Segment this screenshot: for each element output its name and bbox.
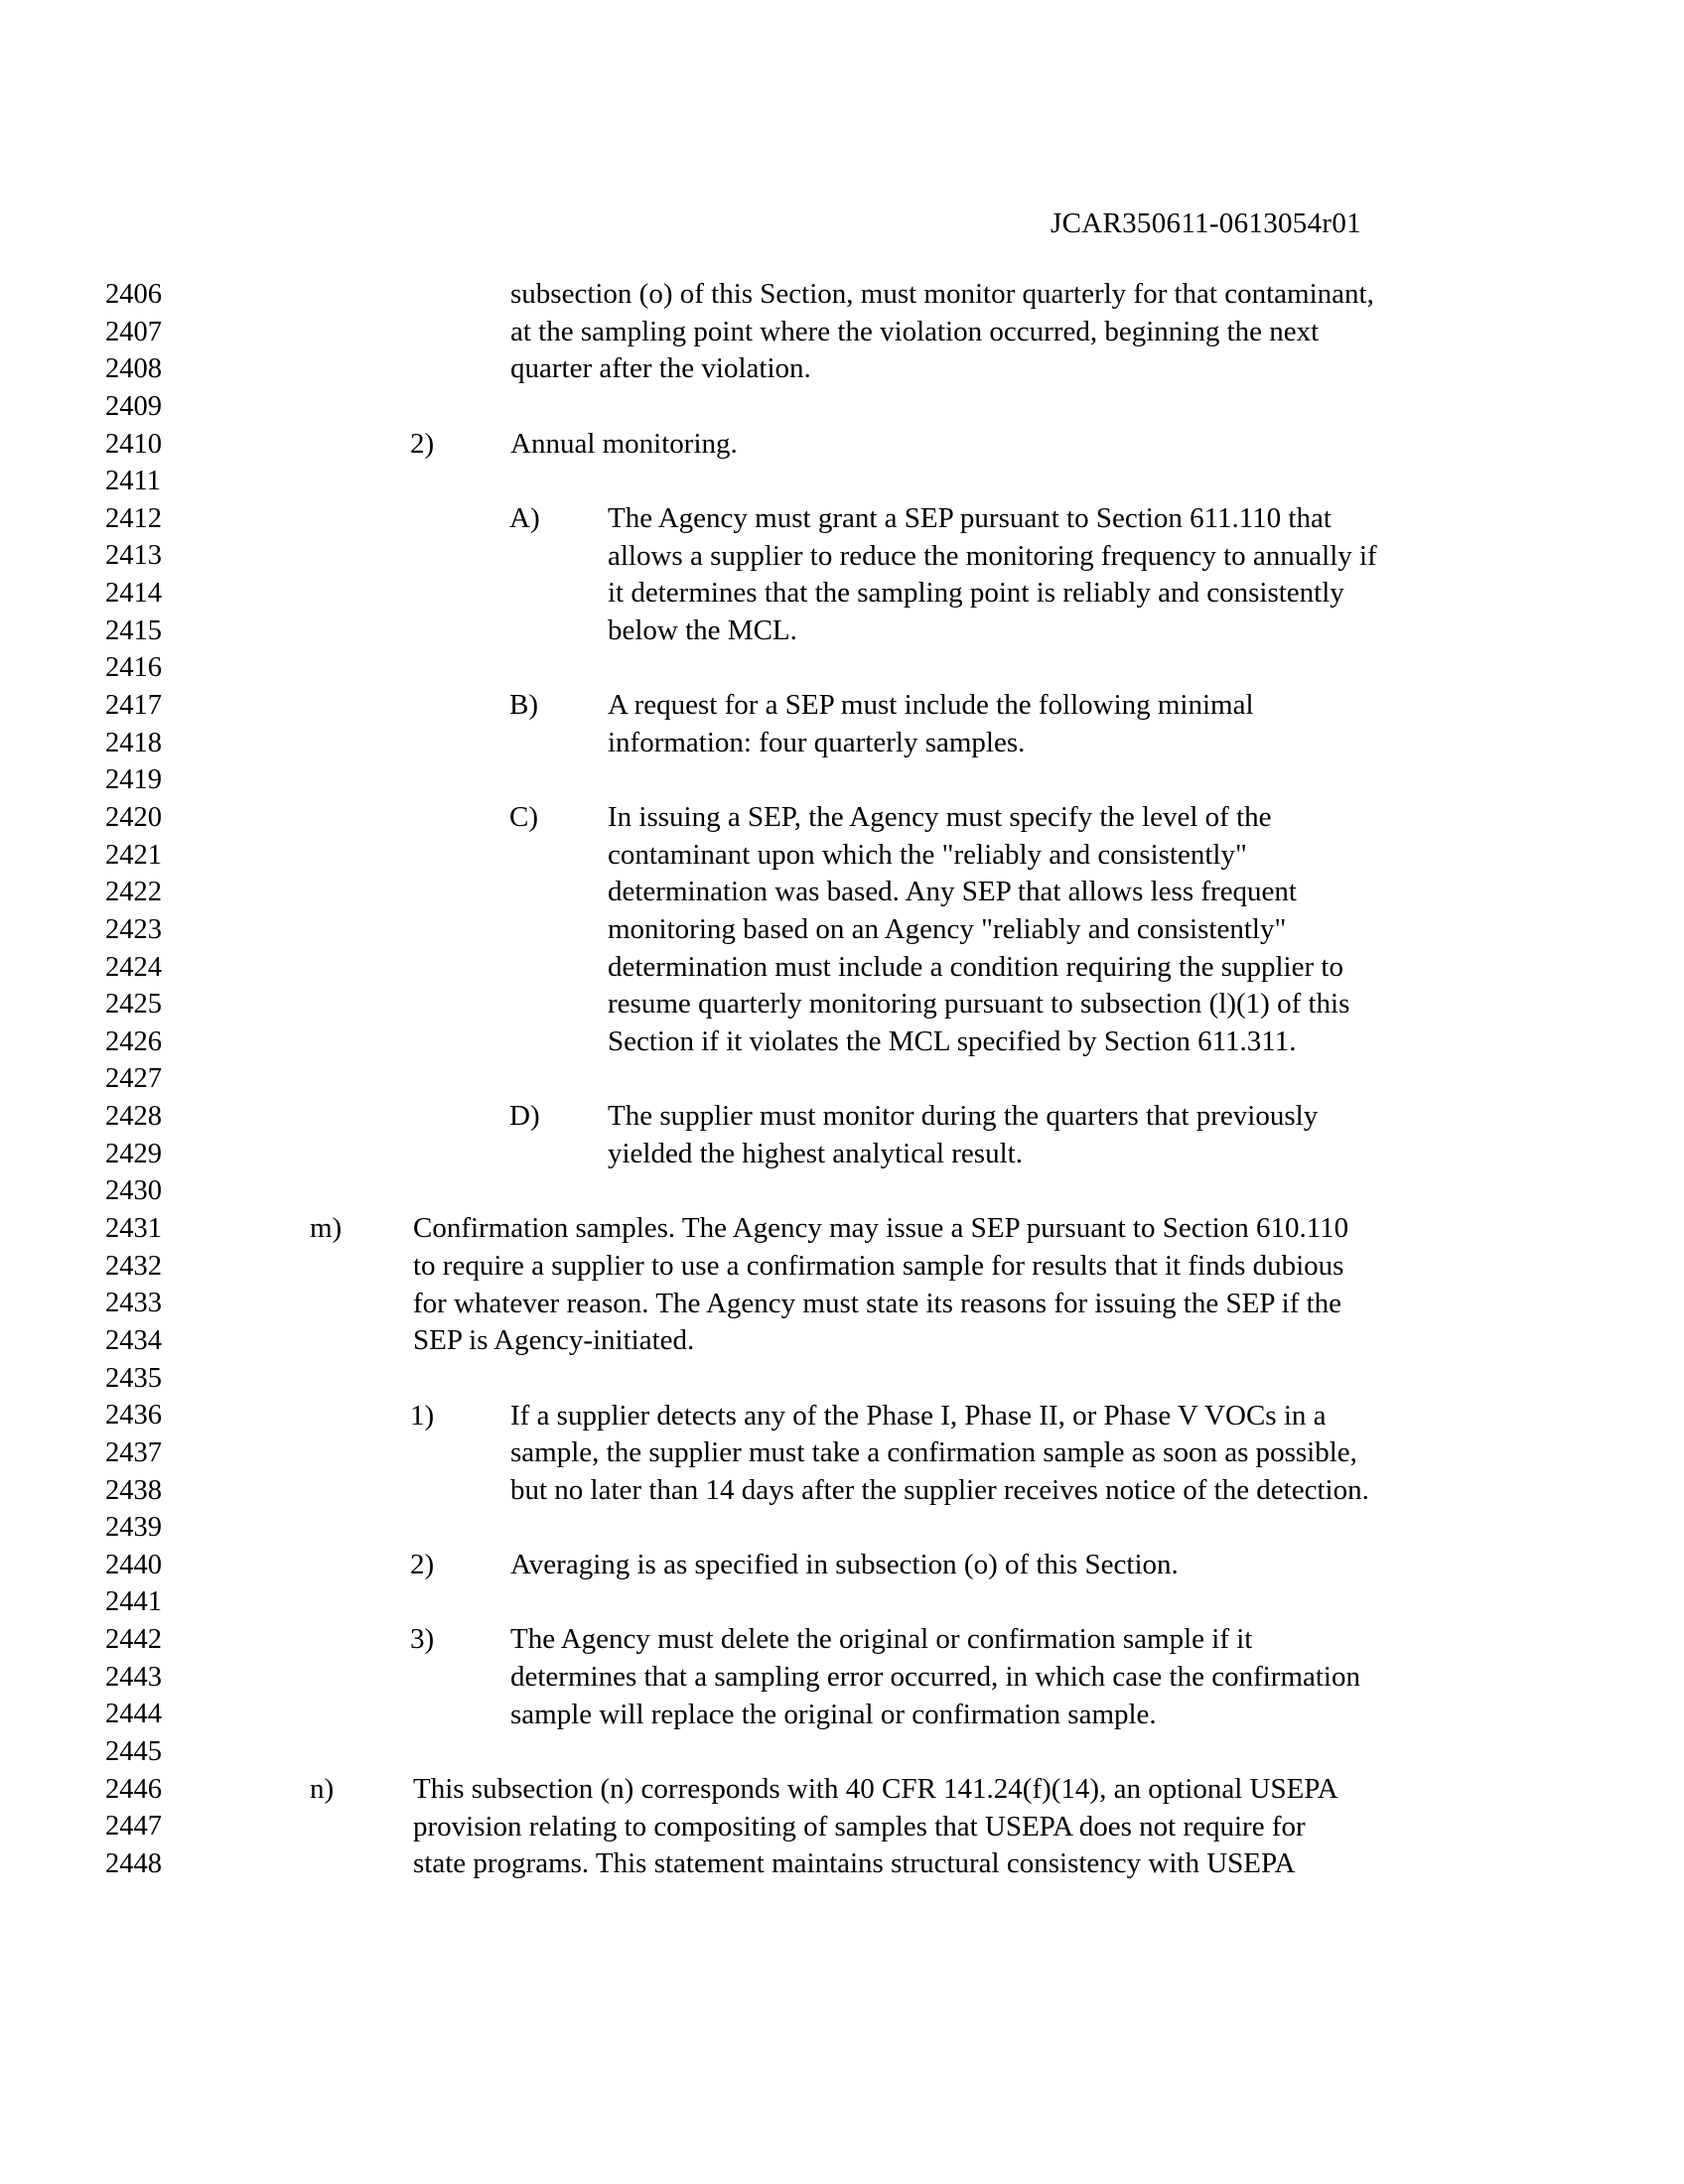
- list-marker: D): [509, 1100, 540, 1133]
- list-marker: 3): [410, 1623, 435, 1656]
- line-number: 2432: [105, 1250, 162, 1282]
- text-line: but no later than 14 days after the supplier receives notice of the detection.: [510, 1473, 1369, 1506]
- text-line: provision relating to compositing of samples that USEPA does not require for: [413, 1810, 1306, 1843]
- line-number: 2433: [105, 1288, 162, 1319]
- text-line: A request for a SEP must include the following minimal: [608, 689, 1254, 722]
- text-line: for whatever reason. The Agency must state its reasons for issuing the SEP if the: [413, 1287, 1342, 1319]
- line-number: 2442: [105, 1624, 162, 1656]
- line-number: 2408: [105, 353, 162, 385]
- list-marker: 2): [410, 1549, 435, 1581]
- text-line: In issuing a SEP, the Agency must specify the level of the: [608, 801, 1272, 834]
- line-number: 2434: [105, 1324, 162, 1356]
- line-number: 2429: [105, 1138, 162, 1169]
- text-line: determination must include a condition requiring the supplier to: [608, 950, 1343, 983]
- text-line: yielded the highest analytical result.: [608, 1137, 1023, 1169]
- text-line: sample, the supplier must take a confirmation sample as soon as possible,: [510, 1436, 1357, 1469]
- line-number: 2427: [105, 1063, 162, 1095]
- list-marker: 1): [410, 1399, 435, 1432]
- line-number: 2406: [105, 279, 162, 310]
- line-number: 2416: [105, 652, 162, 684]
- line-number-gutter: [105, 276, 195, 1883]
- text-line: determination was based. Any SEP that allows less frequent: [608, 876, 1297, 908]
- text-line: Annual monitoring.: [510, 427, 738, 460]
- text-line: Section if it violates the MCL specified by Section 611.311.: [608, 1025, 1297, 1057]
- line-number: 2415: [105, 614, 162, 646]
- line-number: 2448: [105, 1847, 162, 1879]
- text-line: it determines that the sampling point is reliably and consistently: [608, 577, 1344, 610]
- line-number: 2422: [105, 877, 162, 908]
- line-number: 2430: [105, 1175, 162, 1207]
- text-line: The Agency must grant a SEP pursuant to Section 611.110 that: [608, 501, 1332, 534]
- line-number: 2440: [105, 1549, 162, 1580]
- text-line: determines that a sampling error occurred, in which case the confirmation: [510, 1661, 1360, 1694]
- text-line: contaminant upon which the "reliably and consistently": [608, 838, 1247, 871]
- list-marker: B): [509, 689, 538, 722]
- line-number: 2438: [105, 1474, 162, 1506]
- text-line: to require a supplier to use a confirmation sample for results that it finds dubious: [413, 1249, 1344, 1282]
- line-number: 2417: [105, 690, 162, 722]
- text-line: resume quarterly monitoring pursuant to subsection (l)(1) of this: [608, 988, 1350, 1021]
- line-number: 2420: [105, 801, 162, 833]
- line-number: 2419: [105, 764, 162, 796]
- list-marker: n): [310, 1773, 335, 1805]
- text-line: This subsection (n) corresponds with 40 CFR 141.24(f)(14), an optional USEPA: [413, 1773, 1338, 1805]
- line-number: 2428: [105, 1101, 162, 1133]
- list-marker: A): [509, 501, 540, 534]
- line-number: 2444: [105, 1699, 162, 1730]
- line-number: 2410: [105, 428, 162, 460]
- text-line: Confirmation samples. The Agency may issue a SEP pursuant to Section 610.110: [413, 1212, 1349, 1245]
- text-line: at the sampling point where the violation occurred, beginning the next: [510, 315, 1320, 347]
- line-number: 2445: [105, 1735, 162, 1767]
- line-number: 2409: [105, 390, 162, 422]
- text-line: SEP is Agency-initiated.: [413, 1324, 695, 1357]
- text-line: sample will replace the original or confirmation sample.: [510, 1698, 1157, 1730]
- text-line: monitoring based on an Agency "reliably and consistently": [608, 913, 1287, 946]
- line-number: 2435: [105, 1362, 162, 1394]
- line-number: 2437: [105, 1436, 162, 1468]
- text-line: If a supplier detects any of the Phase I, Phase II, or Phase V VOCs in a: [510, 1399, 1327, 1432]
- line-number: 2411: [105, 466, 161, 497]
- list-marker: m): [310, 1212, 343, 1245]
- document-id: JCAR350611-0613054r01: [1051, 207, 1361, 239]
- text-line: information: four quarterly samples.: [608, 726, 1026, 758]
- line-number: 2431: [105, 1213, 162, 1245]
- text-line: quarter after the violation.: [510, 352, 811, 385]
- line-number: 2446: [105, 1773, 162, 1805]
- line-number: 2418: [105, 727, 162, 758]
- line-number: 2412: [105, 502, 162, 534]
- line-number: 2425: [105, 989, 162, 1021]
- text-line: The supplier must monitor during the quarters that previously: [608, 1100, 1319, 1133]
- line-number: 2421: [105, 839, 162, 871]
- line-number: 2424: [105, 951, 162, 983]
- line-number: 2441: [105, 1586, 162, 1618]
- list-marker: 2): [410, 427, 435, 460]
- list-marker: C): [509, 801, 538, 834]
- line-number: 2413: [105, 540, 162, 572]
- line-number: 2447: [105, 1811, 162, 1843]
- text-line: subsection (o) of this Section, must monitor quarterly for that contaminant,: [510, 278, 1374, 310]
- text-line: Averaging is as specified in subsection (o) of this Section.: [510, 1549, 1179, 1581]
- text-line: state programs. This statement maintains structural consistency with USEPA: [413, 1847, 1296, 1880]
- text-line: allows a supplier to reduce the monitoring frequency to annually if: [608, 539, 1377, 572]
- line-number: 2443: [105, 1661, 162, 1693]
- line-number: 2426: [105, 1025, 162, 1057]
- line-number: 2436: [105, 1400, 162, 1432]
- text-line: The Agency must delete the original or confirmation sample if it: [510, 1623, 1253, 1656]
- line-number: 2439: [105, 1512, 162, 1544]
- line-number: 2423: [105, 913, 162, 945]
- line-number: 2407: [105, 316, 162, 347]
- line-number: 2414: [105, 578, 162, 610]
- text-line: below the MCL.: [608, 614, 797, 646]
